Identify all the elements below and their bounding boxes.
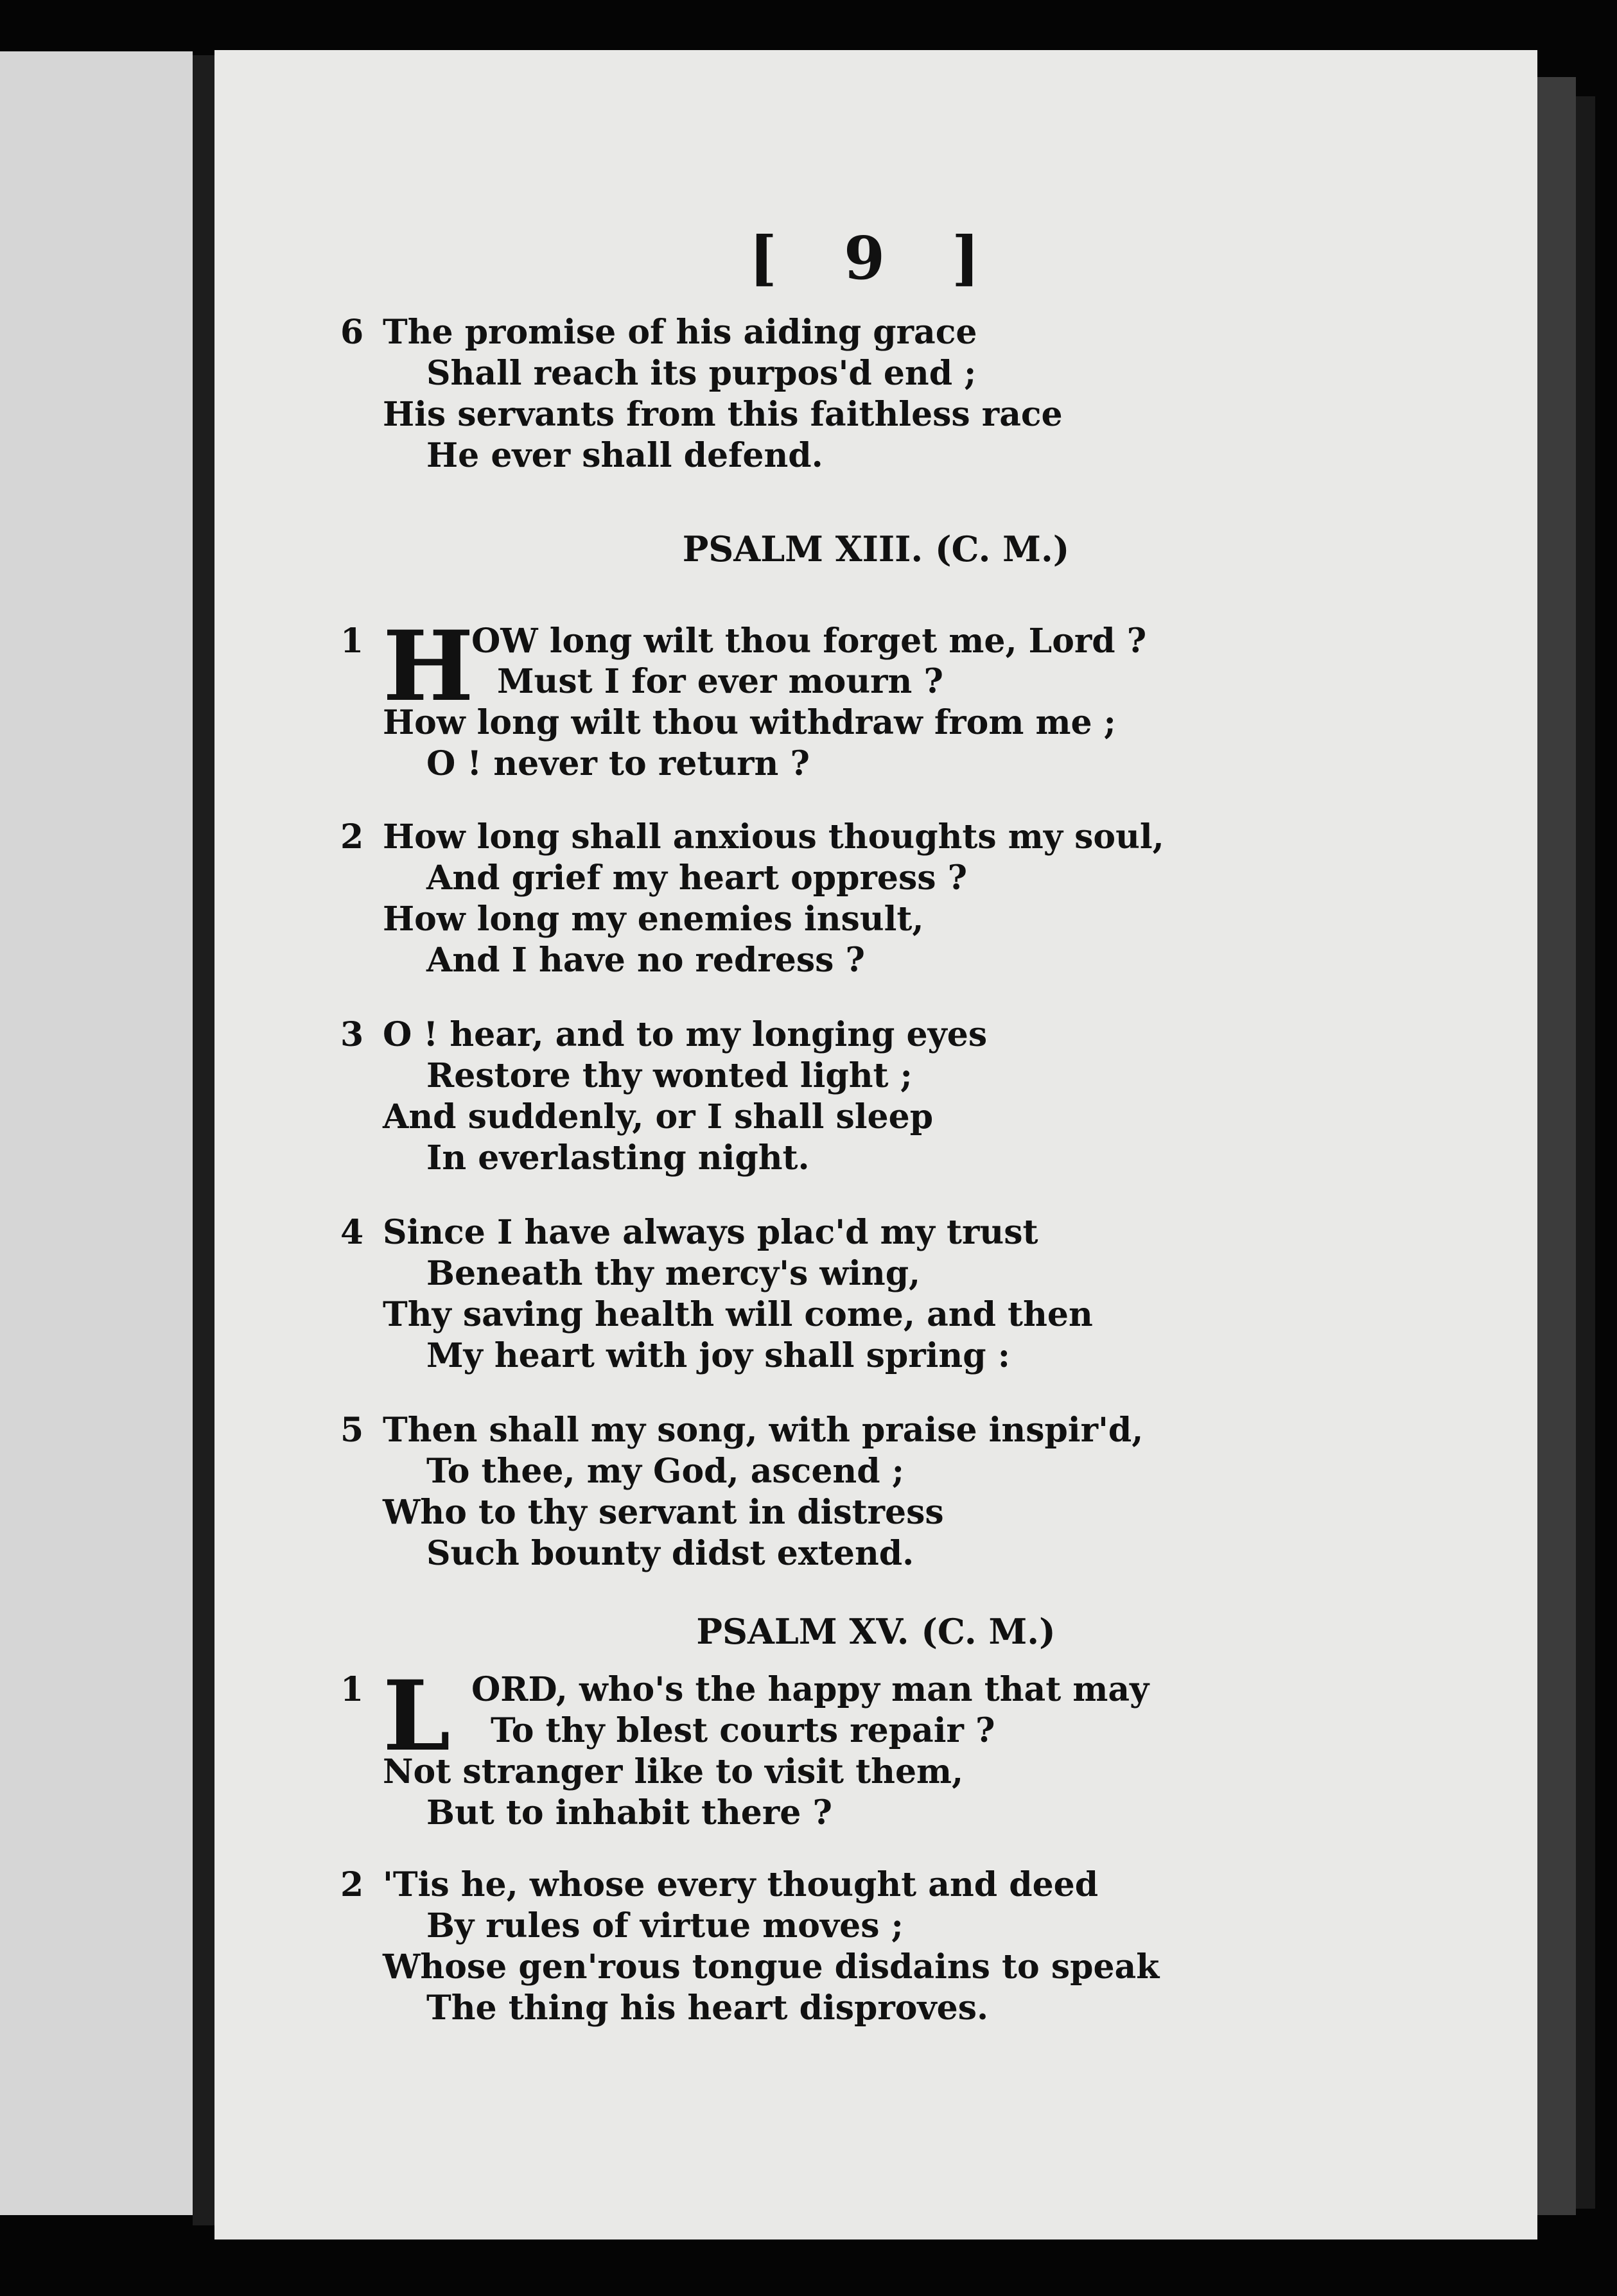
verse-line: By rules of virtue moves ; bbox=[426, 1906, 904, 1945]
psalm-heading: PSALM XIII. (C. M.) bbox=[682, 528, 1070, 570]
verse-line: OW long wilt thou forget me, Lord ? bbox=[471, 622, 1147, 661]
drop-cap: H bbox=[383, 610, 474, 723]
verse-number: 2 bbox=[340, 817, 364, 857]
verse-line: ORD, who's the happy man that may bbox=[471, 1670, 1149, 1709]
drop-cap: L bbox=[383, 1660, 451, 1773]
verse-line: Who to thy servant in distress bbox=[383, 1493, 944, 1532]
psalm-heading: PSALM XV. (C. M.) bbox=[696, 1611, 1056, 1652]
verse-line: But to inhabit there ? bbox=[426, 1793, 832, 1832]
verse-number: 4 bbox=[340, 1213, 364, 1252]
book-page bbox=[214, 50, 1537, 2239]
verse-line: To thy blest courts repair ? bbox=[491, 1711, 995, 1750]
verse-line: The promise of his aiding grace bbox=[383, 313, 977, 352]
verse-line: The thing his heart disproves. bbox=[426, 1988, 989, 2028]
page-edge-stack bbox=[1537, 77, 1576, 2215]
book-gutter bbox=[193, 55, 214, 2225]
verse-line: And suddenly, or I shall sleep bbox=[383, 1097, 934, 1136]
verse-line: O ! never to return ? bbox=[426, 744, 810, 783]
verse-line: O ! hear, and to my longing eyes bbox=[383, 1015, 988, 1054]
verse-line: In everlasting night. bbox=[426, 1138, 810, 1178]
book-cover-edge bbox=[1576, 96, 1595, 2209]
verse-number: 3 bbox=[340, 1015, 364, 1054]
verse-number: 1 bbox=[340, 1670, 364, 1709]
verse-number: 6 bbox=[340, 313, 364, 352]
verse-line: Thy saving health will come, and then bbox=[383, 1295, 1093, 1334]
verse-line: Then shall my song, with praise inspir'd, bbox=[383, 1411, 1144, 1450]
verse-line: 'Tis he, whose every thought and deed bbox=[383, 1865, 1099, 1904]
verse-line: Shall reach its purpos'd end ; bbox=[426, 354, 977, 393]
verse-line: To thee, my God, ascend ; bbox=[426, 1452, 904, 1491]
verse-line: He ever shall defend. bbox=[426, 436, 823, 475]
verse-line: How long my enemies insult, bbox=[383, 900, 924, 939]
verse-line: Since I have always plac'd my trust bbox=[383, 1213, 1038, 1252]
verse-number: 2 bbox=[340, 1865, 364, 1904]
verse-line: Restore thy wonted light ; bbox=[426, 1056, 913, 1095]
page-number: [ 9 ] bbox=[749, 223, 1003, 293]
verse-line: And grief my heart oppress ? bbox=[426, 858, 968, 898]
verse-line: His servants from this faithless race bbox=[383, 395, 1063, 434]
verse-line: My heart with joy shall spring : bbox=[426, 1336, 1010, 1375]
verse-line: And I have no redress ? bbox=[426, 941, 865, 980]
verse-number: 5 bbox=[340, 1411, 364, 1450]
facing-page-edge bbox=[0, 51, 193, 2215]
verse-line: Such bounty didst extend. bbox=[426, 1534, 914, 1573]
verse-line: Must I for ever mourn ? bbox=[497, 662, 943, 701]
verse-line: Beneath thy mercy's wing, bbox=[426, 1254, 921, 1293]
verse-line: Not stranger like to visit them, bbox=[383, 1752, 964, 1791]
verse-line: How long wilt thou withdraw from me ; bbox=[383, 703, 1116, 742]
verse-number: 1 bbox=[340, 622, 364, 661]
verse-line: Whose gen'rous tongue disdains to speak bbox=[383, 1947, 1160, 1987]
verse-line: How long shall anxious thoughts my soul, bbox=[383, 817, 1164, 857]
